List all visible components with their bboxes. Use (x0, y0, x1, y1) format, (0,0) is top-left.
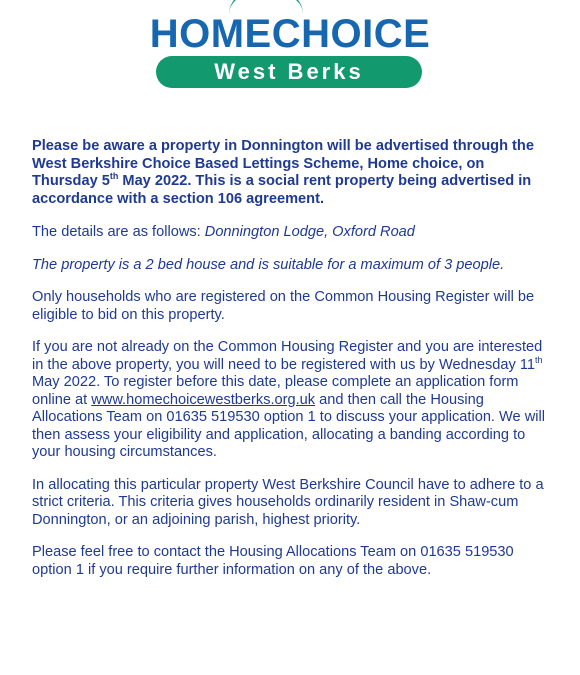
eligibility-paragraph: Only households who are registered on the Common Housing Register will be eligible to bid on this property. (32, 289, 535, 323)
details-paragraph (32, 224, 552, 242)
logo-subtitle-pill (156, 56, 422, 88)
letter-body (32, 138, 552, 594)
homechoice-logo (0, 0, 580, 100)
intro-paragraph (32, 138, 552, 208)
register-text-3: and then call the Housing Allocations Team on 01635 519530 option 1 to discuss your application. We will then assess your eligibility and application, allocating a banding according to your housing circumstances. (32, 391, 545, 460)
register-paragraph (32, 339, 552, 462)
details-label: The details are as follows: (32, 224, 205, 240)
property-paragraph: The property is a 2 bed house and is suitable for a maximum of 3 people. (32, 256, 505, 273)
logo-title: HOMECHOICE (149, 12, 431, 56)
homechoice-website-link[interactable]: www.homechoicewestberks.org.uk (91, 391, 316, 408)
register-text-1: If you are not already on the Common Housing Register and you are interested in the above property, you will need to be registered with us by Wednesday 11 (32, 339, 543, 373)
criteria-paragraph: In allocating this particular property West Berkshire Council have to adhere to a strict criteria. This criteria gives households ordinarily resident in Shaw-cum Donnington, or an adjoining parish, highest priority. (32, 476, 544, 528)
intro-text-1: Please be aware a property in Donnington will be advertised through the West Berkshire Choice Based Lettings Scheme, Home choice, on Thursday 5 (32, 138, 534, 189)
intro-text-2: May 2022. This is a social rent property being advertised in accordance with a section 106 agreement. (32, 173, 532, 207)
contact-paragraph: Please feel free to contact the Housing Allocations Team on 01635 519530 option 1 if you require further information on any of the above. (32, 544, 514, 578)
register-text-2: May 2022. To register before this date, please complete an application form online at (32, 374, 519, 408)
details-value: Donnington Lodge, Oxford Road (204, 224, 415, 240)
register-superscript: th (534, 354, 543, 365)
logo-subtitle: West Berks (214, 59, 364, 84)
intro-superscript: th (109, 171, 119, 182)
